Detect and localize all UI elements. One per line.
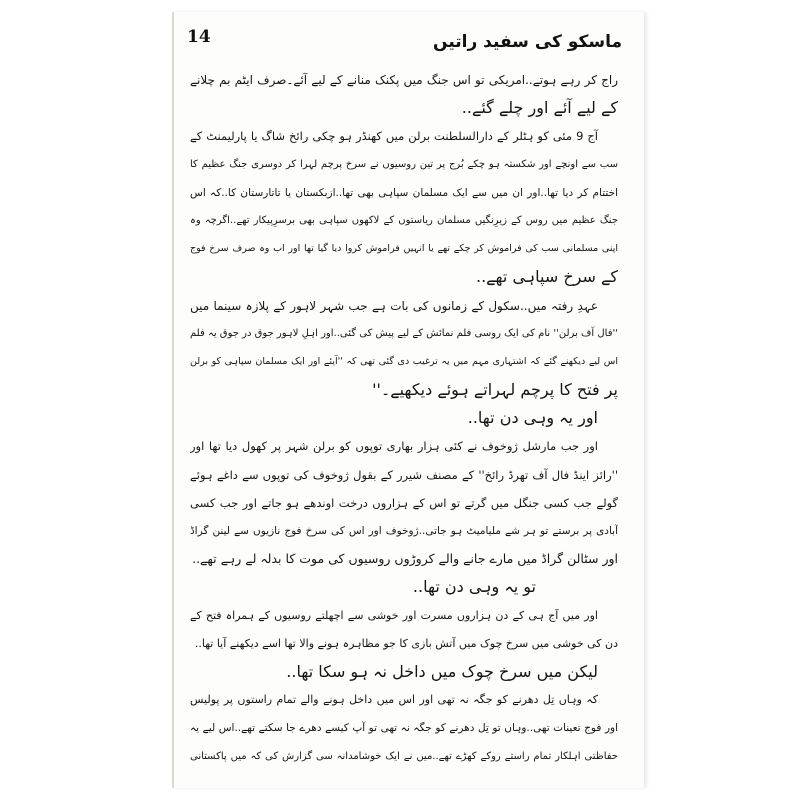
text-line: کے سرخ سپاہی تھے.. <box>475 267 618 287</box>
text-line: لیکن میں سرخ چوک میں داخل نہ ہو سکا تھا.. <box>286 661 598 681</box>
text-line: حفاظتی اہلکار تمام راستے روکے کھڑے تھے..میں نے ایک خوشامدانہ سی گزارش کی کہ میں پاکستانی <box>190 750 618 762</box>
text-line: اور یہ وہی دن تھا.. <box>467 408 598 428</box>
text-line: اس لیے دیکھنے گئے کہ اشتہاری مہم میں یہ ترغیب دی گئی تھی کہ ''آیئے اور ایک مسلمان سپاہی کو برلن <box>190 355 618 367</box>
text-line: جنگ عظیم میں روس کے زیرِنگیں مسلمان ریاستوں کے لاکھوں سپاہی بھی برسرِپیکار تھے..اگرچہ وہ <box>190 214 618 226</box>
text-line: پر فتح کا پرچم لہراتے ہوئے دیکھیے۔'' <box>372 380 618 400</box>
text-line: اور فوج تعینات تھی..وہاں تو تِل دھرنے کو جگہ نہ تھی تو آپ کیسے دھرے جا سکتے تھے..اس لیے یہ <box>190 722 618 735</box>
text-line: آج 9 مئی کو ہٹلر کے دارالسلطنت برلن میں کھنڈر ہو چکی رائخ شاگ یا پارلیمنٹ کے <box>190 129 599 144</box>
text-line: اور میں آج ہی کے دن ہزاروں مسرت اور خوشی سے اچھلتے روسیوں کے ہمراہ فتح کے <box>190 608 598 622</box>
text-line: تو یہ وہی دن تھا.. <box>412 577 536 597</box>
page-number: 14 <box>187 27 211 47</box>
text-line: راج کر رہے ہوتے..امریکی تو اس جنگ میں پکنک منانے کے لیے آئے۔صرف ایٹم بم چلانے <box>190 73 618 87</box>
text-line: ''فال آف برلن'' نام کی ایک روسی فلم نمائش کے لیے پیش کی گئی..اور اہلِ لاہور جوق در جوق یہ فلم <box>190 327 618 339</box>
text-line: کہ وہاں تِل دھرنے کو جگہ نہ تھی اور اس میں داخل ہونے والے تمام راستوں پر پولیس <box>190 693 598 707</box>
text-line: کے لیے آئے اور چلے گئے.. <box>461 98 618 118</box>
text-line: اپنی مسلمانی سب کی فراموش کر چکے تھے یا انہیں فراموش کروا دیا گیا تھا اور اب وہ صرف سرخ فوج <box>190 243 618 255</box>
text-line: گولے جب کسی جنگل میں گرتے تو اس کے ہزاروں درخت اوندھے ہو جاتے اور جب کسی <box>190 495 618 510</box>
text-line: آبادی پر برستے تو ہر شے ملیامیٹ ہو جاتی..ژوخوف اور اس کی سرخ فوج نازیوں سے لینن گراڈ <box>190 525 618 537</box>
text-line: اور جب مارشل ژوخوف نے کئی ہزار بھاری توپوں کو برلن شہر پر کھول دیا تھا اور <box>190 439 598 454</box>
text-line: اور سٹالن گراڈ میں مارے جانے والے کروڑوں روسیوں کی موت کا بدلہ لے رہے تھے.. <box>192 551 618 567</box>
text-line: دن کی خوشی میں سرخ چوک میں آتش بازی کا جو مظاہرہ ہونے والا تھا اسے دیکھنے آیا تھا.. <box>194 636 618 650</box>
text-line: ''رائز اینڈ فال آف تھرڈ رائخ'' کے مصنف شیرر کے بقول ژوخوف کی توپوں سے داغے ہوئے <box>190 467 618 482</box>
body-text <box>190 66 618 782</box>
running-head: ماسکو کی سفید راتیں <box>433 32 622 52</box>
text-line: اختتام کر دیا تھا..اور ان میں سے ایک مسلمان سپاہی بھی تھا..ازبکستان یا تاتارستان کا..کہ اس <box>190 186 618 199</box>
text-line: عہدِ رفتہ میں..سکول کے زمانوں کی بات ہے جب شہر لاہور کے پلازہ سینما میں <box>190 298 598 313</box>
text-line: سب سے اونچے اور شکستہ ہو چکے بُرج پر تین روسیوں نے سرخ پرچم لہرا کر دوسری جنگ عظیم کا <box>190 158 618 170</box>
